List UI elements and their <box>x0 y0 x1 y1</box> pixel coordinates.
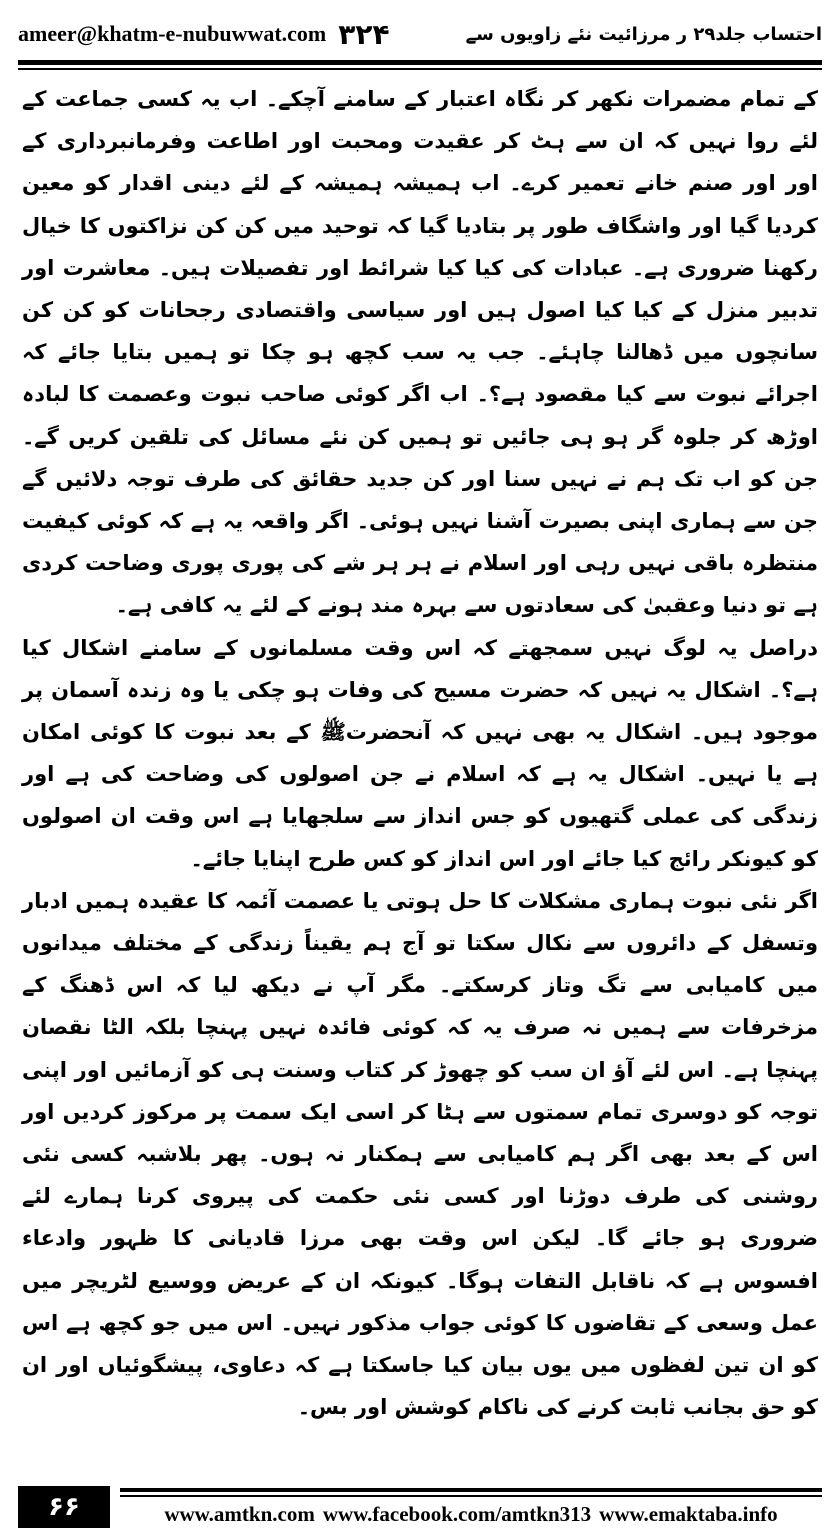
paragraph-1: کے تمام مضمرات نکھر کر نگاہ اعتبار کے سامنے آچکے۔ اب یہ کسی جماعت کے لئے روا نہیں کہ ان سے ہٹ کر عقیدت ومحبت اور اطاعت وفرمانبرداری کے اور اور صنم خانے تعمیر کرے۔ اب ہمیشہ ہمیشہ کے لئے دینی اقدار کو معین کردیا گیا اور واشگاف طور پر بتادیا گیا کہ توحید میں کن کن نزاکتوں کا خیال رکھنا ضروری ہے۔ عبادات کی کیا کیا شرائط اور تفصیلات ہیں۔ معاشرت اور تدبیر منزل کے کیا کیا اصول ہیں اور سیاسی واقتصادی رجحانات کو کن کن سانچوں میں ڈھالنا چاہئے۔ جب یہ سب کچھ ہو چکا تو ہمیں بتایا جائے کہ اجرائے نبوت سے کیا مقصود ہے؟۔ اب اگر کوئی صاحب نبوت وعصمت کا لبادہ اوڑھ کر جلوہ گر ہو ہی جائیں تو ہمیں کن نئے مسائل کی تلقین کریں گے۔ جن کو اب تک ہم نے نہیں سنا اور کن جدید حقائق کی طرف توجہ دلائیں گے جن سے ہماری اپنی بصیرت آشنا نہیں ہوئی۔ اگر واقعہ یہ ہے کہ کوئی کیفیت منتظرہ باقی نہیں رہی اور اسلام نے ہر ہر شے کی پوری پوری وضاحت کردی ہے تو دنیا وعقبیٰ کی سعادتوں سے بہرہ مند ہونے کے لئے یہ کافی ہے۔ <box>22 87 818 618</box>
page-header <box>18 14 822 54</box>
footer-link-emaktaba[interactable]: www.emaktaba.info <box>599 1501 778 1526</box>
footer-rule-thin <box>120 1495 822 1497</box>
paragraph-3: اگر نئی نبوت ہماری مشکلات کا حل ہوتی یا عصمت آئمہ کا عقیدہ ہمیں ادبار وتسفل کے دائروں سے نکال سکتا تو آج ہم یقیناً زندگی کے مختلف میدانوں میں کامیابی سے تگ وتاز کرسکتے۔ مگر آپ نے دیکھ لیا کہ اس ڈھنگ کے مزخرفات سے ہمیں نہ صرف یہ کہ کوئی فائدہ نہیں پہنچا بلکہ الٹا نقصان پہنچا ہے۔ اس لئے آؤ ان سب کو چھوڑ کر کتاب وسنت ہی کو آزمائیں اور اپنی توجہ کو دوسری تمام سمتوں سے ہٹا کر اسی ایک سمت پر مرکوز کردیں اور اس کے بعد بھی اگر ہم کامیابی سے ہمکنار نہ ہوں۔ پھر بلاشبہ کسی نئی روشنی کی طرف دوڑنا اور کسی نئی حکمت کی پیروی کرنا ہمارے لئے ضروری ہو جائے گا۔ لیکن اس وقت بھی مرزا قادیانی کا ظہور وادعاء افسوس ہے کہ ناقابل التفات ہوگا۔ کیونکہ ان کے عریض ووسیع لٹریچر میں عمل وسعی کے تقاضوں کا کوئی جواب مذکور نہیں۔ اس میں جو کچھ ہے اس کو ان تین لفظوں میں یوں بیان کیا جاسکتا ہے کہ دعاوی، پیشگوئیاں اور ان کو حق بجانب ثابت کرنے کی ناکام کوشش اور بس۔ <box>22 888 818 1420</box>
header-rule-thin <box>18 68 822 70</box>
footer-links <box>120 1500 822 1528</box>
header-rule <box>18 60 822 65</box>
book-title: احتساب جلد۲۹ ر مرزائیت نئے زاویوں سے <box>465 23 822 45</box>
header-page-number: ۳۲۴ <box>338 17 390 51</box>
footer-page-number: ۶۶ <box>18 1486 110 1528</box>
paragraph-2: دراصل یہ لوگ نہیں سمجھتے کہ اس وقت مسلمانوں کے سامنے اشکال کیا ہے؟۔ اشکال یہ نہیں کہ حضرت مسیح کی وفات ہو چکی یا وہ زندہ آسمان پر موجود ہیں۔ اشکال یہ بھی نہیں کہ آنحضرتﷺ کے بعد نبوت کا کوئی امکان ہے یا نہیں۔ اشکال یہ ہے کہ اسلام نے جن اصولوں کی وضاحت کی ہے اور زندگی کی عملی گتھیوں کو جس انداز سے سلجھایا ہے اس وقت ان اصولوں کو کیونکر رائج کیا جائے اور اس انداز کو کس طرح اپنایا جائے۔ <box>22 635 819 871</box>
footer-rule <box>120 1488 822 1492</box>
page-body <box>22 78 818 1438</box>
footer-link-amtkn[interactable]: www.amtkn.com <box>164 1501 315 1526</box>
header-left <box>18 18 390 51</box>
page-footer <box>0 1486 840 1530</box>
email-link[interactable]: ameer@khatm-e-nubuwwat.com <box>18 21 327 46</box>
footer-link-facebook[interactable]: www.facebook.com/amtkn313 <box>322 1501 592 1526</box>
